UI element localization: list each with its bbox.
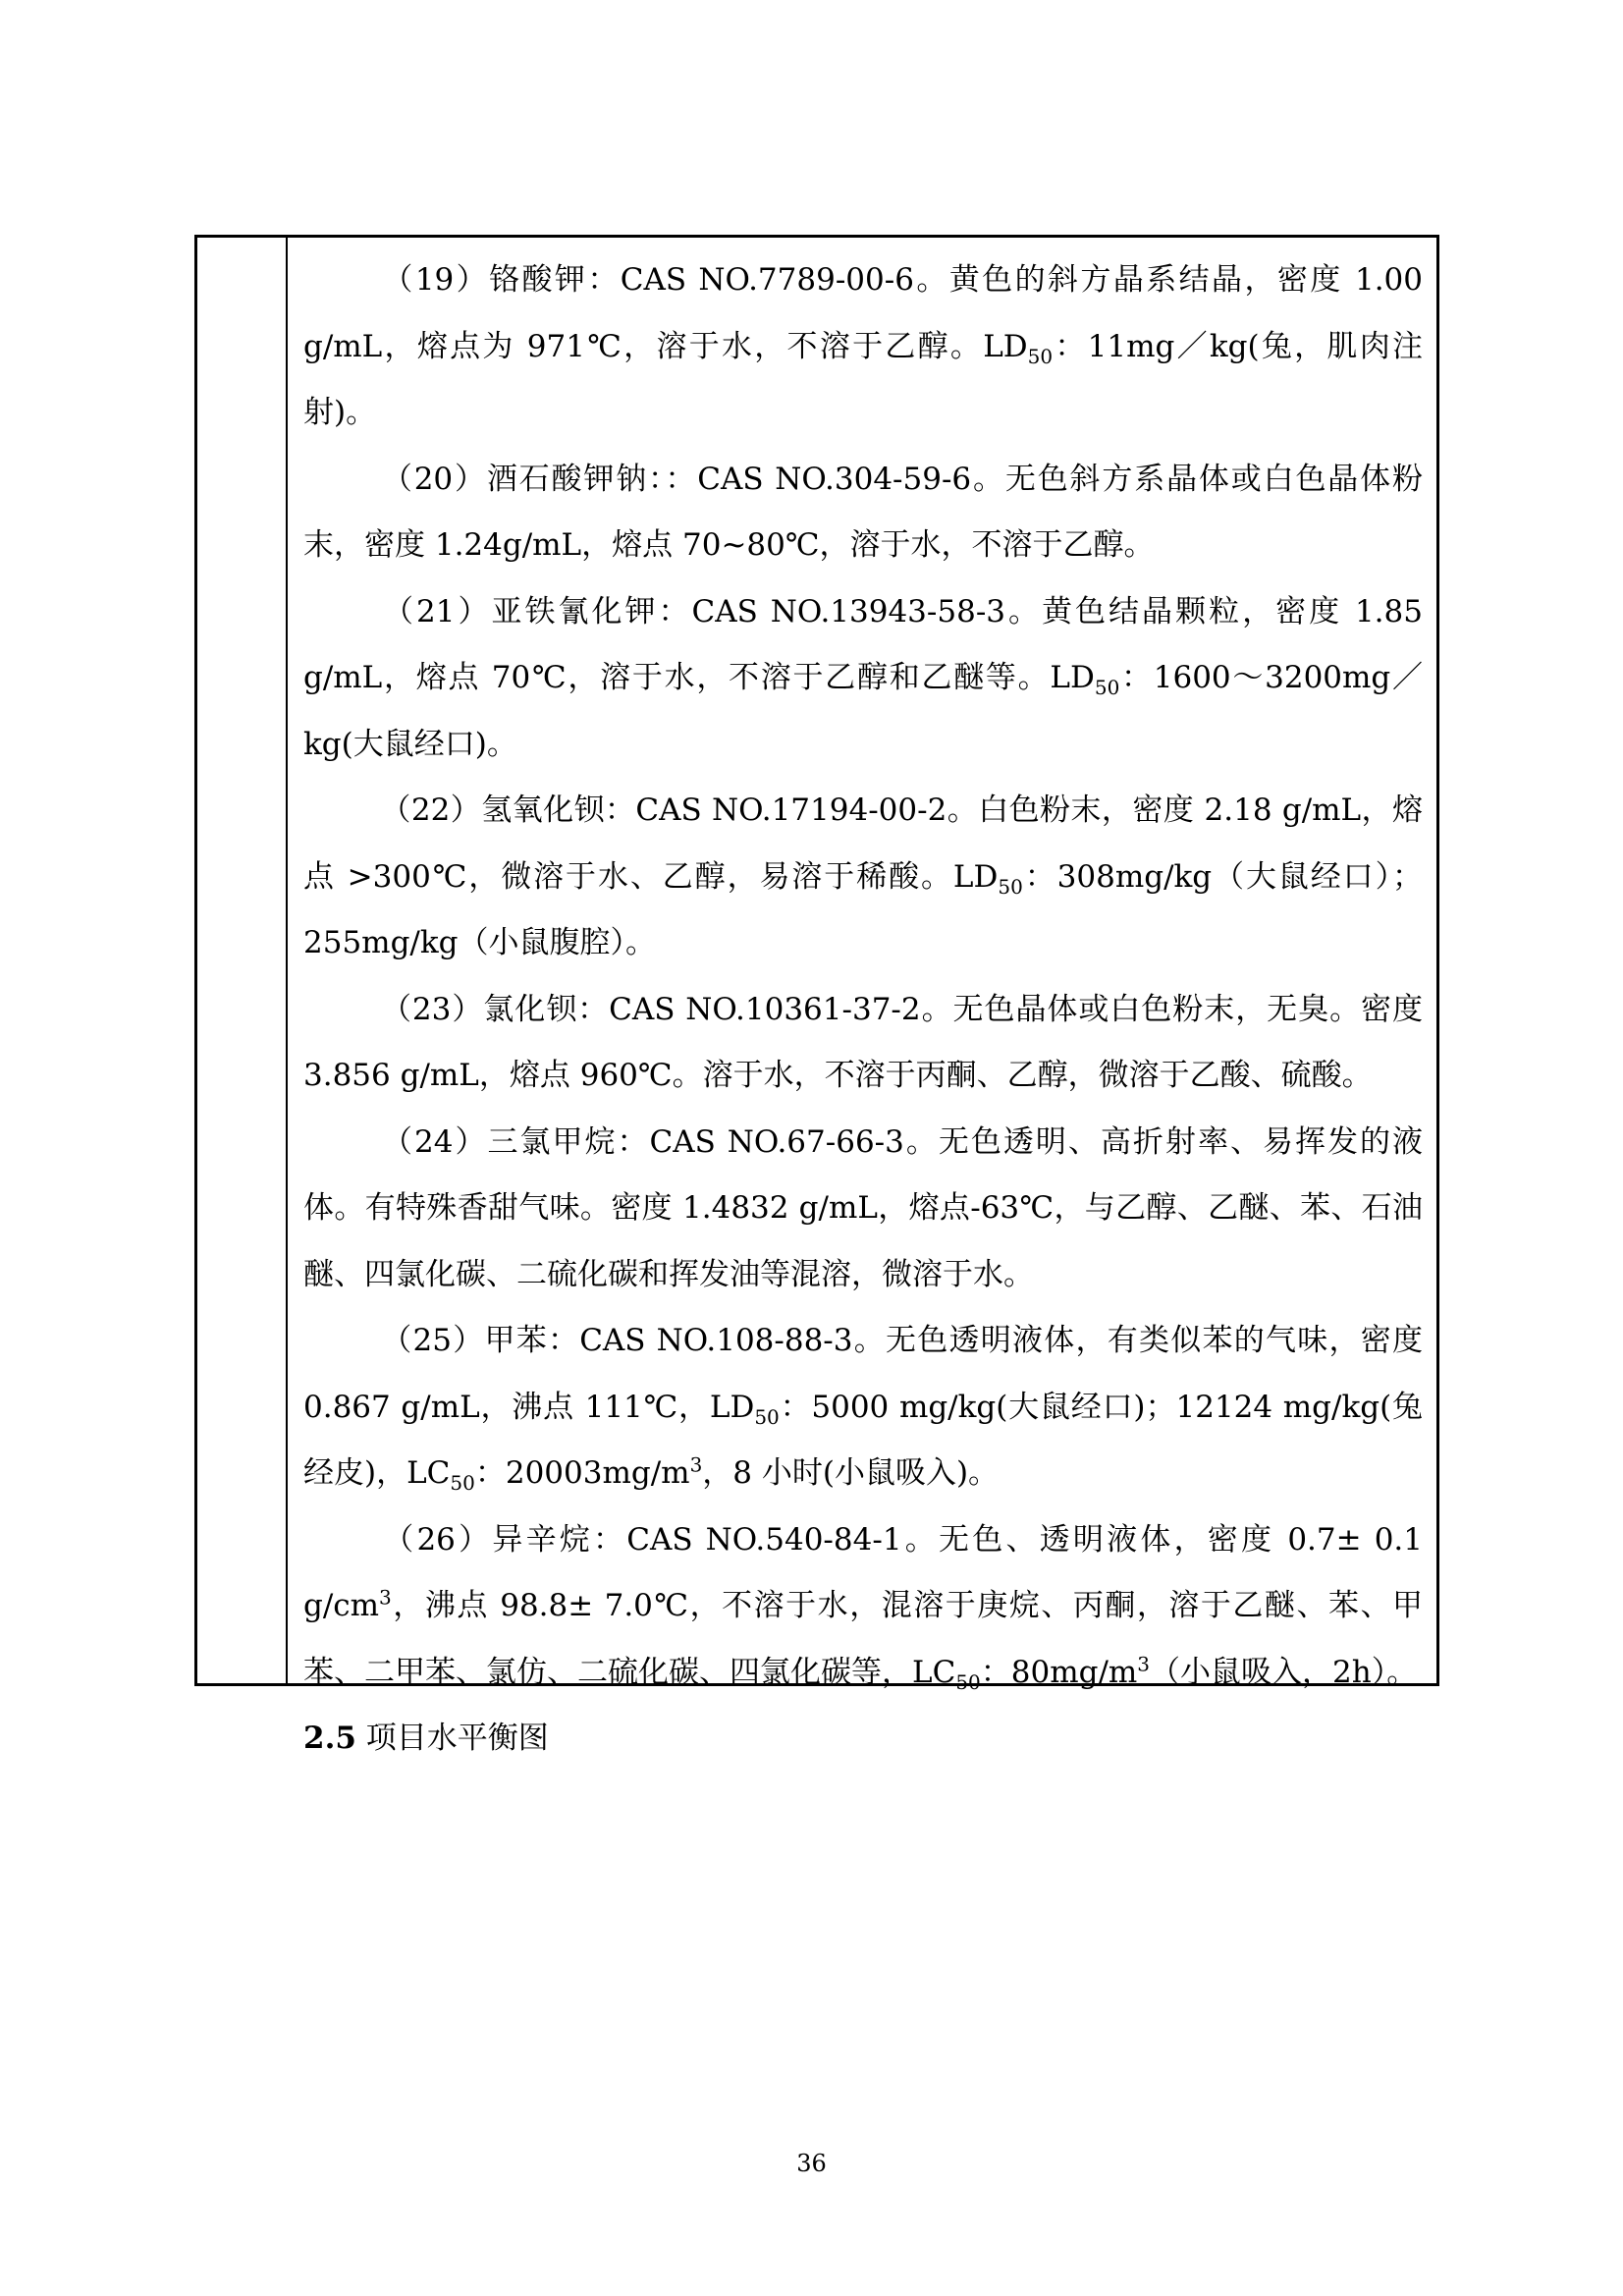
substance-paragraph xyxy=(303,447,1423,579)
subscript: 50 xyxy=(998,874,1023,899)
subscript: 50 xyxy=(1094,676,1120,700)
paragraph-text: （21）亚铁氰化钾：CAS NO.13943-58-3。黄色结晶颗粒，密度 1.85 g/mL，熔点 70℃，溶于水，不溶于乙醇和乙醚等。LD xyxy=(303,593,1423,695)
paragraph-text: （19）铬酸钾：CAS NO.7789-00-6。黄色的斜方晶系结晶，密度 1.00 g/mL，熔点为 971℃，溶于水，不溶于乙醇。LD xyxy=(303,262,1423,364)
page-number: 36 xyxy=(796,2150,827,2177)
superscript: 3 xyxy=(379,1585,392,1610)
superscript: 3 xyxy=(689,1452,703,1477)
substance-paragraph xyxy=(303,579,1423,779)
paragraph-text: （小鼠吸入，2h）。 xyxy=(1150,1654,1418,1690)
section-heading xyxy=(303,1706,1423,1773)
subscript: 50 xyxy=(754,1404,780,1429)
paragraph-text: ，沸点 98.8± 7.0℃，不溶于水，混溶于庚烷、丙酮，溶于乙醚、苯、甲苯、二甲苯、氯仿、二硫化碳、四氯化碳等，LC xyxy=(303,1588,1423,1690)
table-frame xyxy=(194,235,1439,1756)
substance-paragraph xyxy=(303,1507,1423,1707)
superscript: 3 xyxy=(1137,1652,1151,1676)
paragraph-text: ：80mg/m xyxy=(980,1654,1138,1690)
substance-paragraph xyxy=(303,778,1423,977)
substance-paragraph xyxy=(303,977,1423,1110)
subscript: 50 xyxy=(1027,344,1054,368)
paragraph-text: ：1600～3200mg／kg(大鼠经口)。 xyxy=(303,660,1423,762)
paragraph-text: （22）氢氧化钡：CAS NO.17194-00-2。白色粉末，密度 2.18 g/mL，熔点 >300℃，微溶于水、乙醇，易溶于稀酸。LD xyxy=(303,793,1423,895)
subscript: 50 xyxy=(955,1669,981,1694)
substance-paragraph xyxy=(303,1308,1423,1507)
substance-list xyxy=(303,247,1423,1706)
paragraph-text: ：5000 mg/kg(大鼠经口)；12124 mg/kg(兔经皮)，LC xyxy=(303,1389,1423,1491)
paragraph-text: （24）三氯甲烷：CAS NO.67-66-3。无色透明、高折射率、易挥发的液体。有特殊香甜气味。密度 1.4832 g/mL，熔点-63℃，与乙醇、乙醚、苯、石油醚、四氯化碳、二硫化碳和挥发油等混溶，微溶于水。 xyxy=(303,1123,1423,1292)
paragraph-text: ：20003mg/m xyxy=(474,1455,690,1491)
substance-paragraph xyxy=(303,247,1423,447)
paragraph-text: ：308mg/kg（大鼠经口）；255mg/kg（小鼠腹腔）。 xyxy=(303,858,1424,960)
paragraph-text: （26）异辛烷：CAS NO.540-84-1。无色、透明液体，密度 0.7± 0.1 g/cm xyxy=(303,1521,1423,1623)
section-number: 2.5 xyxy=(303,1721,356,1756)
subscript: 50 xyxy=(450,1471,475,1496)
substance-paragraph xyxy=(303,1110,1423,1309)
table-left-column xyxy=(197,238,288,1683)
paragraph-text: （23）氯化钡：CAS NO.10361-37-2。无色晶体或白色粉末，无臭。密度 3.856 g/mL，熔点 960℃。溶于水，不溶于丙酮、乙醇，微溶于乙酸、硫酸。 xyxy=(303,991,1423,1093)
paragraph-text: （25）甲苯：CAS NO.108-88-3。无色透明液体，有类似苯的气味，密度 0.867 g/mL，沸点 111℃，LD xyxy=(303,1323,1423,1425)
paragraph-text: ：11mg／kg(兔，肌肉注射)。 xyxy=(303,328,1423,430)
paragraph-text: （20）酒石酸钾钠：：CAS NO.304-59-6。无色斜方系晶体或白色晶体粉末，密度 1.24g/mL，熔点 70~80℃，溶于水，不溶于乙醇。 xyxy=(303,461,1423,563)
paragraph-text: ，8 小时(小鼠吸入)。 xyxy=(702,1455,1000,1491)
table-content-cell xyxy=(303,247,1423,1773)
section-title-text: 项目水平衡图 xyxy=(355,1721,549,1756)
